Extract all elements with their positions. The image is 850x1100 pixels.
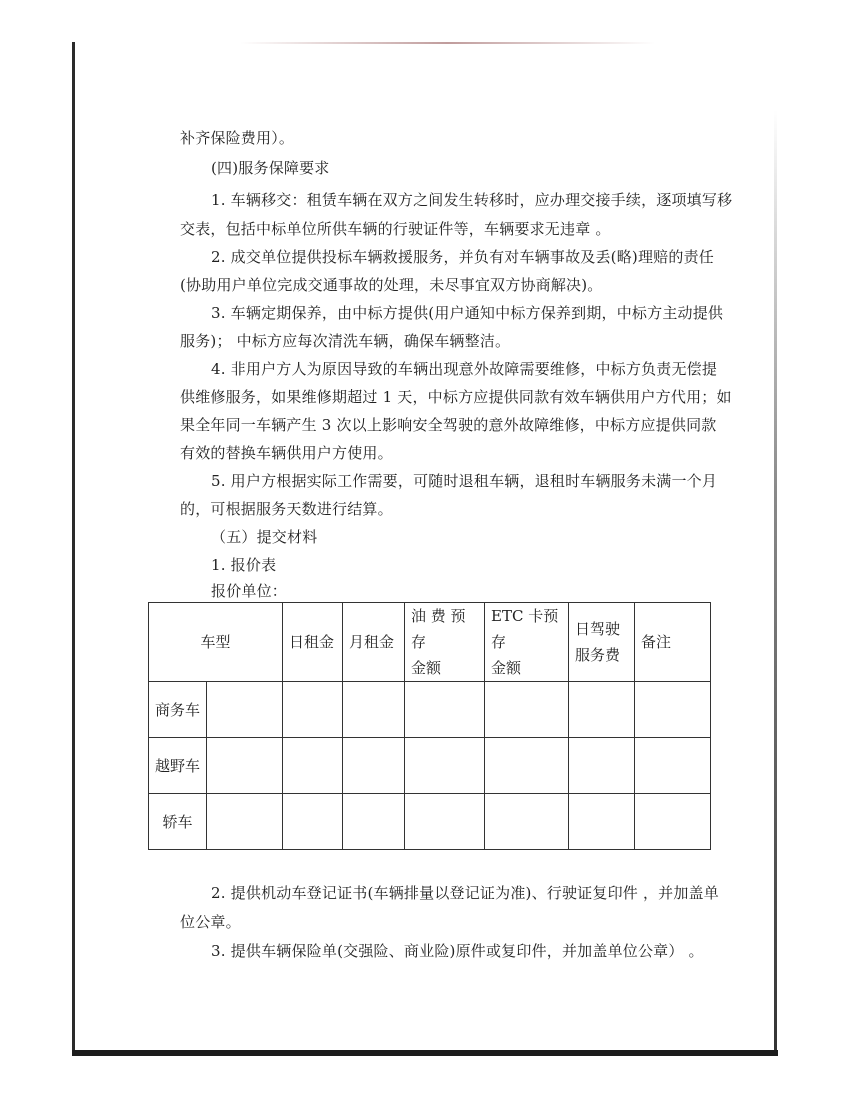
- paragraph-line: 的，可根据服务天数进行结算。: [180, 500, 393, 518]
- paragraph-line: 2. 成交单位提供投标车辆救援服务，并负有对车辆事故及丢(略)理赔的责任: [211, 248, 714, 266]
- paragraph-line: 2. 提供机动车登记证书(车辆排量以登记证为准)、行驶证复印件 ，并加盖单: [211, 884, 719, 902]
- table-cell: [405, 794, 485, 850]
- section-heading-materials: （五）提交材料: [211, 528, 318, 546]
- row-label-suv: 越野车: [149, 738, 207, 794]
- paragraph-line: 位公章。: [180, 913, 241, 931]
- section-heading-service: (四)服务保障要求: [211, 159, 330, 177]
- paragraph-line: (协助用户单位完成交通事故的处理，未尽事宜双方协商解决)。: [180, 276, 603, 294]
- table-cell: [635, 682, 711, 738]
- table-cell: [343, 794, 405, 850]
- table-cell: [283, 682, 343, 738]
- column-header-monthly-rent: 月租金: [343, 603, 405, 682]
- paragraph-line: 有效的替换车辆供用户方使用。: [180, 444, 393, 462]
- paragraph-line: 5. 用户方根据实际工作需要，可随时退租车辆，退租时车辆服务未满一个月: [211, 472, 718, 490]
- table-cell: [343, 682, 405, 738]
- quote-table: [148, 602, 711, 850]
- paragraph-line: 供维修服务，如果维修期超过 1 天，中标方应提供同款有效车辆供用户方代用；如: [180, 388, 732, 406]
- paragraph-line: 1. 车辆移交：租赁车辆在双方之间发生转移时，应办理交接手续，逐项填写移: [211, 191, 733, 209]
- table-header-row: [149, 603, 711, 682]
- column-header-vehicle-type: 车型: [149, 603, 283, 682]
- table-row: [149, 738, 711, 794]
- table-row: [149, 794, 711, 850]
- column-header-etc-deposit: ETC 卡预存 金额: [485, 603, 569, 682]
- table-row: [149, 682, 711, 738]
- paragraph-line: 服务)； 中标方应每次清洗车辆，确保车辆整洁。: [180, 332, 511, 350]
- table-cell: [405, 682, 485, 738]
- table-cell: [283, 794, 343, 850]
- table-cell: [635, 794, 711, 850]
- paragraph-line: 交表，包括中标单位所供车辆的行驶证件等，车辆要求无违章 。: [180, 220, 611, 238]
- table-cell: [485, 682, 569, 738]
- column-header-remarks: 备注: [635, 603, 711, 682]
- table-cell: [485, 738, 569, 794]
- column-header-driver-fee: 日驾驶 服务费: [569, 603, 635, 682]
- paragraph-line: 3. 提供车辆保险单(交强险、商业险)原件或复印件，并加盖单位公章） 。: [211, 942, 704, 960]
- table-cell: [207, 682, 283, 738]
- paragraph-line: 补齐保险费用）。: [180, 129, 295, 147]
- table-cell: [485, 794, 569, 850]
- table-cell: [569, 738, 635, 794]
- table-cell: [343, 738, 405, 794]
- paragraph-line: 果全年同一车辆产生 3 次以上影响安全驾驶的意外故障维修，中标方应提供同款: [180, 416, 717, 434]
- table-cell: [635, 738, 711, 794]
- table-cell: [283, 738, 343, 794]
- paragraph-line: 3. 车辆定期保养，由中标方提供(用户通知中标方保养到期，中标方主动提供: [211, 304, 724, 322]
- column-header-fuel-deposit: 油 费 预 存 金额: [405, 603, 485, 682]
- table-cell: [207, 794, 283, 850]
- paragraph-line: 4. 非用户方人为原因导致的车辆出现意外故障需要维修，中标方负责无偿提: [211, 360, 718, 378]
- row-label-business-vehicle: 商务车: [149, 682, 207, 738]
- table-cell: [569, 682, 635, 738]
- column-header-daily-rent: 日租金: [283, 603, 343, 682]
- quote-unit-label: 报价单位：: [211, 582, 288, 600]
- table-cell: [569, 794, 635, 850]
- table-cell: [207, 738, 283, 794]
- row-label-sedan: 轿车: [149, 794, 207, 850]
- table-cell: [405, 738, 485, 794]
- paragraph-line: 1. 报价表: [211, 556, 277, 574]
